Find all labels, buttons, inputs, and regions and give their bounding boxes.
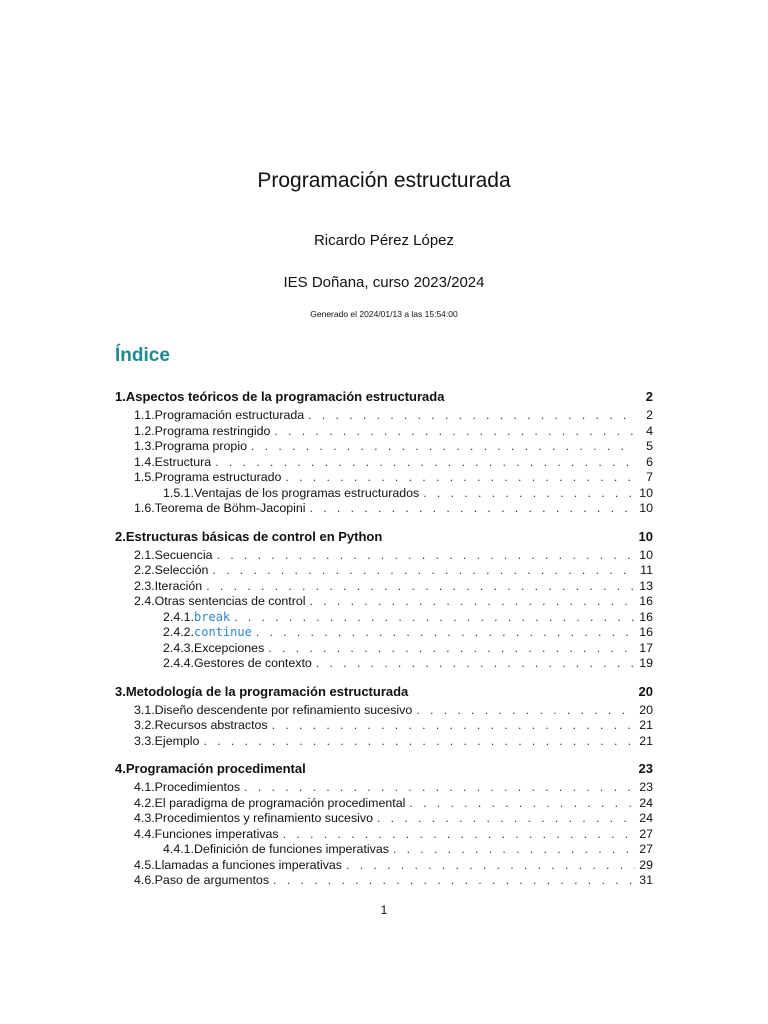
toc-entry-number: 1.1. [134, 408, 155, 422]
toc-entry[interactable] [115, 563, 653, 578]
toc-entry[interactable] [115, 858, 653, 873]
toc-entry-page: 10 [639, 485, 653, 500]
toc-entry-number: 4.1. [134, 780, 155, 794]
toc-entry-label: Otras sentencias de control [154, 594, 306, 608]
dot-leader [272, 718, 635, 732]
dot-leader [203, 734, 635, 748]
toc-entry-page: 11 [640, 563, 653, 577]
toc-entry-page: 4 [646, 423, 653, 438]
toc-entry[interactable] [115, 548, 653, 563]
toc-entry-number: 2.4.3. [163, 640, 195, 655]
dot-leader [310, 594, 635, 608]
toc-entry-number: 1. [115, 389, 126, 404]
toc-entry-page: 7 [646, 470, 653, 484]
dot-leader [206, 579, 635, 593]
toc-entry-label: break [194, 609, 231, 624]
toc-entry[interactable] [115, 439, 653, 454]
toc-entry-label: Programa propio [154, 439, 247, 453]
toc-entry-label: Recursos abstractos [154, 718, 268, 732]
dot-leader [423, 486, 635, 500]
toc-entry-page: 27 [639, 842, 653, 856]
author: Ricardo Pérez López [313, 232, 455, 249]
toc-entry-page: 20 [639, 702, 653, 717]
institution: IES Doñana, curso 2023/2024 [283, 274, 485, 291]
toc-entry[interactable] [115, 718, 653, 733]
toc-entry-label: Selección [154, 563, 209, 577]
dot-leader [268, 641, 635, 655]
toc-chapter[interactable] [115, 684, 653, 699]
toc-entry-number: 2.4. [134, 594, 155, 608]
toc-entry-number: 1.5.1. [163, 485, 195, 500]
toc-entry-label: Estructura [154, 454, 212, 469]
toc-entry[interactable] [115, 780, 653, 795]
dot-leader [377, 811, 635, 825]
toc-entry[interactable] [115, 873, 653, 888]
toc-entry-label: Excepciones [194, 640, 265, 655]
toc-entry-number: 4.4.1. [163, 842, 195, 856]
dot-leader [273, 873, 635, 887]
document-title: Programación estructurada [257, 169, 511, 192]
toc-entry[interactable] [115, 610, 653, 625]
toc-entry-number: 2.4.1. [163, 609, 195, 624]
toc-entry-page: 10 [638, 528, 653, 544]
dot-leader [215, 455, 635, 469]
toc-entry-page: 29 [639, 857, 653, 872]
dot-leader [217, 548, 635, 562]
toc-entry-page: 31 [639, 873, 653, 887]
toc-entry-number: 4.6. [134, 873, 155, 887]
toc-heading: Índice [115, 345, 170, 366]
dot-leader [244, 780, 635, 794]
toc-entry-number: 4.3. [134, 811, 155, 825]
toc-chapter[interactable] [115, 761, 653, 776]
dot-leader [310, 501, 635, 515]
toc-entry-label: Programación procedimental [125, 761, 306, 776]
toc-entry-page: 21 [639, 718, 653, 732]
dot-leader [393, 842, 635, 856]
toc-entry-page: 24 [639, 811, 653, 825]
toc-entry-label: Iteración [154, 578, 203, 593]
toc-entry-label: continue [194, 625, 252, 639]
dot-leader [212, 563, 635, 577]
toc-entry-label: Teorema de Böhm-Jacopini [154, 501, 306, 515]
toc-entry-number: 2.3. [134, 578, 155, 593]
toc-entry-number: 1.2. [134, 423, 155, 438]
toc-entry[interactable] [115, 594, 653, 609]
toc-entry[interactable] [115, 703, 653, 718]
toc-entry-number: 2.2. [134, 563, 155, 577]
toc-entry[interactable] [115, 501, 653, 516]
dot-leader [283, 827, 635, 841]
toc-entry-page: 21 [639, 733, 653, 748]
toc-entry-number: 4.2. [134, 795, 155, 810]
toc-entry-label: Ventajas de los programas estructurados [194, 485, 420, 500]
toc-entry-page: 24 [639, 795, 653, 810]
toc-entry-label: Ejemplo [154, 733, 200, 748]
dot-leader [308, 408, 635, 422]
toc-entry-page: 10 [639, 547, 653, 562]
toc-entry[interactable] [115, 579, 653, 594]
toc-entry-page: 16 [639, 594, 653, 608]
dot-leader [316, 656, 635, 670]
toc-entry-number: 1.4. [134, 454, 155, 469]
toc-entry-page: 16 [639, 609, 653, 624]
toc-entry-number: 3.3. [134, 733, 155, 748]
toc-entry-number: 4.4. [134, 826, 155, 841]
toc-entry-number: 4.5. [134, 857, 155, 872]
toc-entry-page: 23 [639, 780, 653, 794]
toc-entry-label: Secuencia [154, 547, 213, 562]
toc-entry[interactable] [115, 486, 653, 501]
toc-entry-label: Aspectos teóricos de la programación estructurada [125, 389, 445, 404]
toc-entry-label: Paso de argumentos [154, 873, 270, 887]
toc-entry-number: 3.1. [134, 702, 155, 717]
toc-entry[interactable] [115, 842, 653, 857]
toc-entry[interactable] [115, 625, 653, 640]
toc-entry[interactable] [115, 656, 653, 671]
toc-entry[interactable] [115, 827, 653, 842]
dot-leader [256, 625, 635, 639]
toc-entry-page: 5 [646, 439, 653, 453]
toc-entry-label: Definición de funciones imperativas [194, 842, 389, 856]
toc-entry-number: 2.4.2. [163, 625, 195, 639]
toc-entry[interactable] [115, 408, 653, 423]
toc-entry-label: El paradigma de programación procedimental [154, 795, 406, 810]
toc-entry-label: Programación estructurada [154, 408, 305, 422]
toc-entry[interactable] [115, 455, 653, 470]
toc-entry-page: 27 [639, 826, 653, 841]
toc-entry-number: 3.2. [134, 718, 155, 732]
toc-entry-label: Procedimientos y refinamiento sucesivo [154, 811, 373, 825]
toc-entry[interactable] [115, 470, 653, 485]
toc-chapter[interactable] [115, 389, 653, 404]
toc-entry[interactable] [115, 424, 653, 439]
toc-entry[interactable] [115, 811, 653, 826]
dot-leader [274, 424, 635, 438]
toc-entry-number: 2. [115, 528, 126, 544]
toc-entry-page: 10 [639, 501, 653, 515]
dot-leader [234, 610, 635, 624]
toc-entry-page: 19 [639, 656, 653, 670]
toc-entry-page: 17 [639, 640, 653, 655]
toc-entry-number: 2.4.4. [163, 656, 195, 670]
generated-date: Generado el 2024/01/13 a las 15:54:00 [310, 309, 458, 319]
toc-entry-label: Gestores de contexto [194, 656, 312, 670]
toc-entry[interactable] [115, 734, 653, 749]
dot-leader [251, 439, 635, 453]
dot-leader [285, 470, 635, 484]
toc-entry-page: 2 [646, 408, 653, 422]
dot-leader [346, 858, 635, 872]
toc-entry[interactable] [115, 641, 653, 656]
toc-entry-page: 16 [639, 625, 653, 639]
toc-entry-label: Funciones imperativas [154, 826, 279, 841]
toc-entry-number: 3. [115, 683, 126, 699]
toc-entry-page: 23 [638, 761, 653, 776]
toc-entry-label: Llamadas a funciones imperativas [154, 857, 343, 872]
toc-entry-page: 6 [646, 454, 653, 469]
toc-entry-number: 4. [115, 761, 126, 776]
toc-entry-page: 2 [645, 389, 653, 404]
toc-chapter[interactable] [115, 529, 653, 544]
toc-entry-label: Diseño descendente por refinamiento sucesivo [154, 702, 413, 717]
toc-entry[interactable] [115, 796, 653, 811]
toc-entry-number: 1.3. [134, 439, 155, 453]
toc-entry-label: Metodología de la programación estructurada [125, 683, 409, 699]
toc-entry-number: 1.6. [134, 501, 155, 515]
dot-leader [416, 703, 635, 717]
toc-entry-label: Procedimientos [154, 780, 241, 794]
toc-entry-number: 2.1. [134, 547, 155, 562]
toc-entry-page: 20 [638, 683, 653, 699]
toc-entry-label: Programa estructurado [154, 470, 282, 484]
toc-entry-number: 1.5. [134, 470, 155, 484]
toc-entry-page: 13 [639, 578, 653, 593]
page-number: 1 [380, 903, 388, 917]
toc-entry-label: Programa restringido [154, 423, 271, 438]
dot-leader [409, 796, 635, 810]
toc-entry-label: Estructuras básicas de control en Python [125, 528, 383, 544]
